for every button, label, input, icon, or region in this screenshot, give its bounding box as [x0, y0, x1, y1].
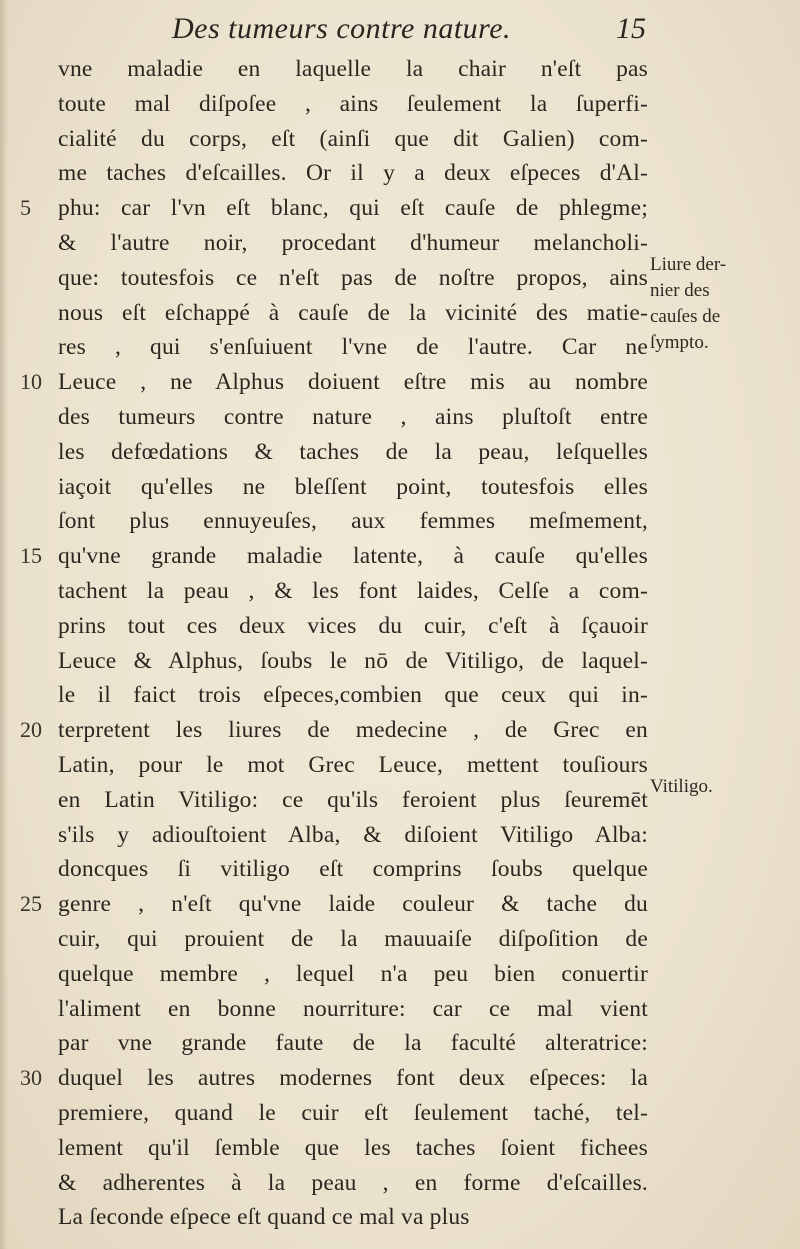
- text-line: s'ils y adiouſtoient Alba, & diſoient Vitiligo Alba:: [58, 821, 648, 848]
- text-line: lement qu'il ſemble que les taches ſoient fichees: [58, 1134, 648, 1161]
- margin-note-line: cauſes de: [650, 306, 721, 327]
- text-line: res , qui s'enſuiuent l'vne de l'autre. Car ne: [58, 334, 648, 361]
- text-line: que: toutesfois ce n'eſt pas de noſtre propos, ains: [58, 264, 648, 291]
- text-line: premiere, quand le cuir eſt ſeulement taché, tel-: [58, 1099, 648, 1126]
- text-line: les defœdations & taches de la peau, leſquelles: [58, 438, 648, 465]
- line-number-20: 20: [20, 717, 42, 742]
- text-line: terpretent les liures de medecine , de Grec en: [58, 717, 648, 744]
- line-number-5: 5: [20, 195, 31, 220]
- text-line: cialité du corps, eſt (ainſi que dit Galien) com-: [58, 125, 648, 152]
- text-line: cuir, qui prouient de la mauuaiſe diſpoſition de: [58, 925, 648, 952]
- text-line: des tumeurs contre nature , ains pluſtoſt entre: [58, 403, 648, 430]
- line-number-15: 15: [20, 543, 42, 568]
- margin-note-line: nier des: [650, 280, 710, 301]
- text-line: Leuce & Alphus, ſoubs le nō de Vitiligo, de laquel-: [58, 647, 648, 674]
- body-text: [58, 52, 648, 1235]
- text-line: vne maladie en laquelle la chair n'eſt pas: [58, 56, 648, 82]
- text-line: me taches d'eſcailles. Or il y a deux eſpeces d'Al-: [58, 160, 648, 187]
- line-number-25: 25: [20, 891, 42, 916]
- running-title: Des tumeurs contre nature.: [172, 12, 512, 45]
- text-line: iaçoit qu'elles ne bleſſent point, toutesfois elles: [58, 473, 648, 500]
- text-line: & l'autre noir, procedant d'humeur melancholi-: [58, 229, 648, 256]
- page-number: 15: [616, 12, 646, 45]
- page-header: [0, 10, 800, 50]
- text-line: tachent la peau , & les font laides, Celſe a com-: [58, 577, 648, 604]
- text-line: phu: car l'vn eſt blanc, qui eſt cauſe de phlegme;: [58, 195, 648, 222]
- text-line: le il faict trois eſpeces,combien que ceux qui in-: [58, 682, 648, 709]
- margin-note-line: ſympto.: [650, 332, 709, 353]
- line-number-30: 30: [20, 1065, 42, 1090]
- text-line: Leuce , ne Alphus doiuent eſtre mis au nombre: [58, 369, 648, 396]
- text-line: en Latin Vitiligo: ce qu'ils feroient plus ſeuremēt: [58, 786, 648, 813]
- margin-note-reference: [650, 252, 800, 356]
- text-line: qu'vne grande maladie latente, à cauſe qu'elles: [58, 543, 648, 570]
- text-line: & adherentes à la peau , en forme d'eſcailles.: [58, 1169, 648, 1196]
- text-line: toute mal diſpoſee , ains ſeulement la ſuperfi-: [58, 90, 648, 117]
- text-line: La ſeconde eſpece eſt quand ce mal va plus: [58, 1204, 470, 1231]
- text-line: duquel les autres modernes font deux eſpeces: la: [58, 1065, 648, 1092]
- text-line: quelque membre , lequel n'a peu bien conuertir: [58, 960, 648, 987]
- text-line: l'aliment en bonne nourriture: car ce mal vient: [58, 995, 648, 1022]
- margin-note-line: Liure der-: [650, 254, 727, 275]
- margin-note-keyword: [650, 774, 800, 800]
- text-line: doncques ſi vitiligo eſt comprins ſoubs quelque: [58, 856, 648, 883]
- text-line: Latin, pour le mot Grec Leuce, mettent touſiours: [58, 751, 648, 778]
- text-line: nous eſt eſchappé à cauſe de la vicinité des matie-: [58, 299, 648, 326]
- text-line: genre , n'eſt qu'vne laide couleur & tache du: [58, 891, 648, 918]
- line-number-10: 10: [20, 369, 42, 394]
- margin-note-line: Vitiligo.: [650, 776, 713, 797]
- text-line: prins tout ces deux vices du cuir, c'eſt à ſçauoir: [58, 612, 648, 639]
- text-line: par vne grande faute de la faculté alteratrice:: [58, 1030, 648, 1057]
- text-line: ſont plus ennuyeuſes, aux femmes meſmement,: [58, 508, 648, 535]
- page-gutter-shadow: [0, 0, 8, 1249]
